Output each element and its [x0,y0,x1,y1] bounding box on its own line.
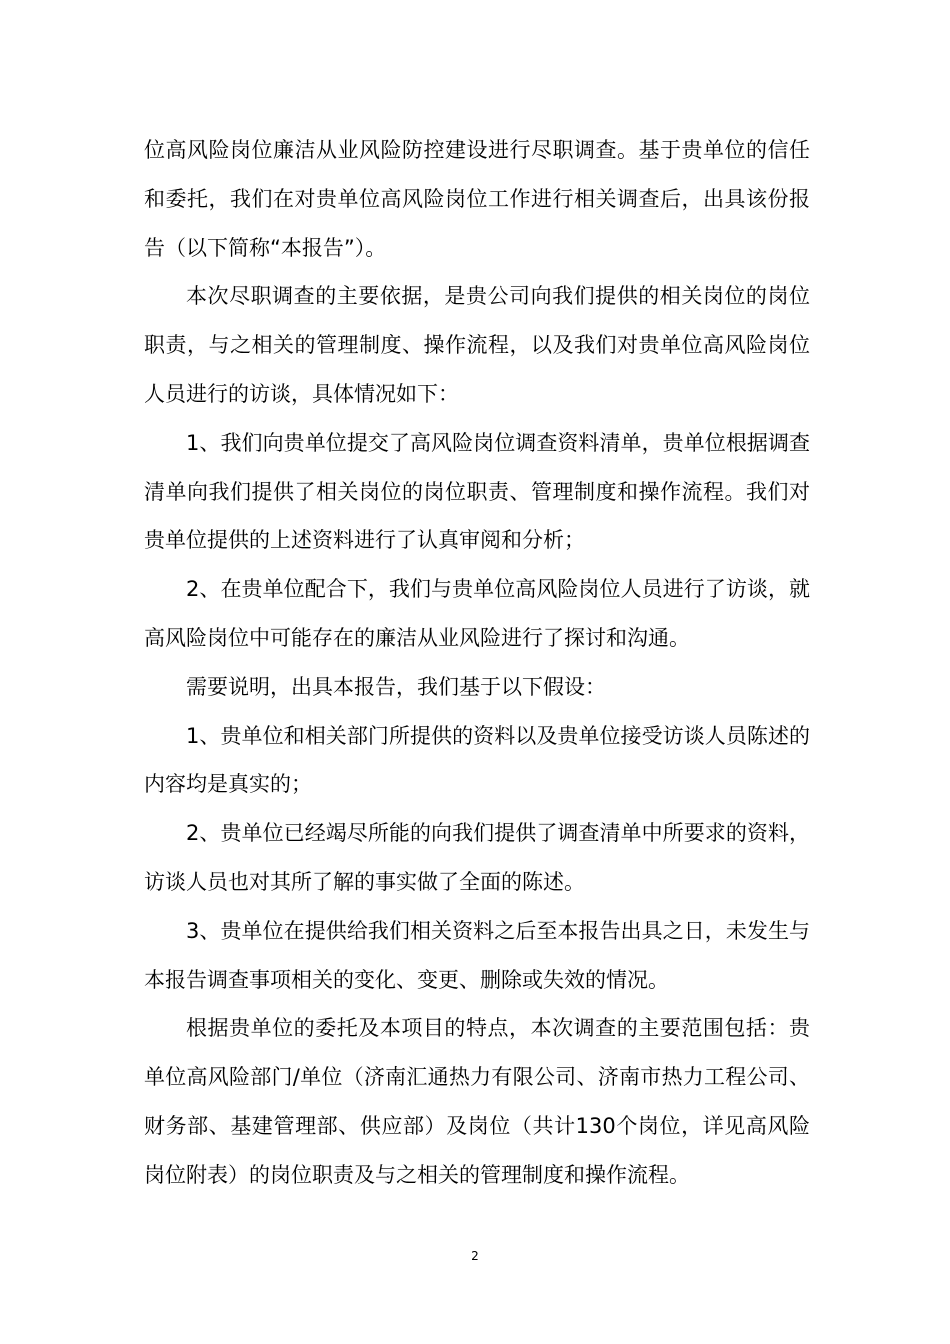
paragraph-scope: 根据贵单位的委托及本项目的特点，本次调查的主要范围包括：贵单位高风险部门/单位（济南汇通热力有限公司、济南市热力工程公司、财务部、基建管理部、供应部）及岗位（共计130个岗位，详见高风险岗位附表）的岗位职责及与之相关的管理制度和操作流程。 [144,1016,810,1187]
paragraph-basis-item-2: 2、在贵单位配合下，我们与贵单位高风险岗位人员进行了访谈，就高风险岗位中可能存在的廉洁从业风险进行了探讨和沟通。 [144,577,810,650]
paragraph-investigation-basis: 本次尽职调查的主要依据，是贵公司向我们提供的相关岗位的岗位职责，与之相关的管理制度、操作流程，以及我们对贵单位高风险岗位人员进行的访谈，具体情况如下： [144,284,810,406]
paragraph-assumption-1: 1、贵单位和相关部门所提供的资料以及贵单位接受访谈人员陈述的内容均是真实的； [144,723,810,797]
document-body [144,126,810,1200]
paragraph-assumption-3: 3、贵单位在提供给我们相关资料之后至本报告出具之日，未发生与本报告调查事项相关的变化、变更、删除或失效的情况。 [144,918,810,992]
paragraph-assumptions-heading: 需要说明，出具本报告，我们基于以下假设： [186,674,606,699]
page-number: 2 [471,1249,479,1263]
paragraph-basis-item-1: 1、我们向贵单位提交了高风险岗位调查资料清单，贵单位根据调查清单向我们提供了相关岗位的岗位职责、管理制度和操作流程。我们对贵单位提供的上述资料进行了认真审阅和分析； [144,430,810,553]
paragraph-assumption-2: 2、贵单位已经竭尽所能的向我们提供了调查清单中所要求的资料，访谈人员也对其所了解的事实做了全面的陈述。 [144,821,810,894]
paragraph-intro-continuation: 位高风险岗位廉洁从业风险防控建设进行尽职调查。基于贵单位的信任和委托，我们在对贵单位高风险岗位工作进行相关调查后，出具该份报告（以下简称“本报告”）。 [144,138,810,260]
